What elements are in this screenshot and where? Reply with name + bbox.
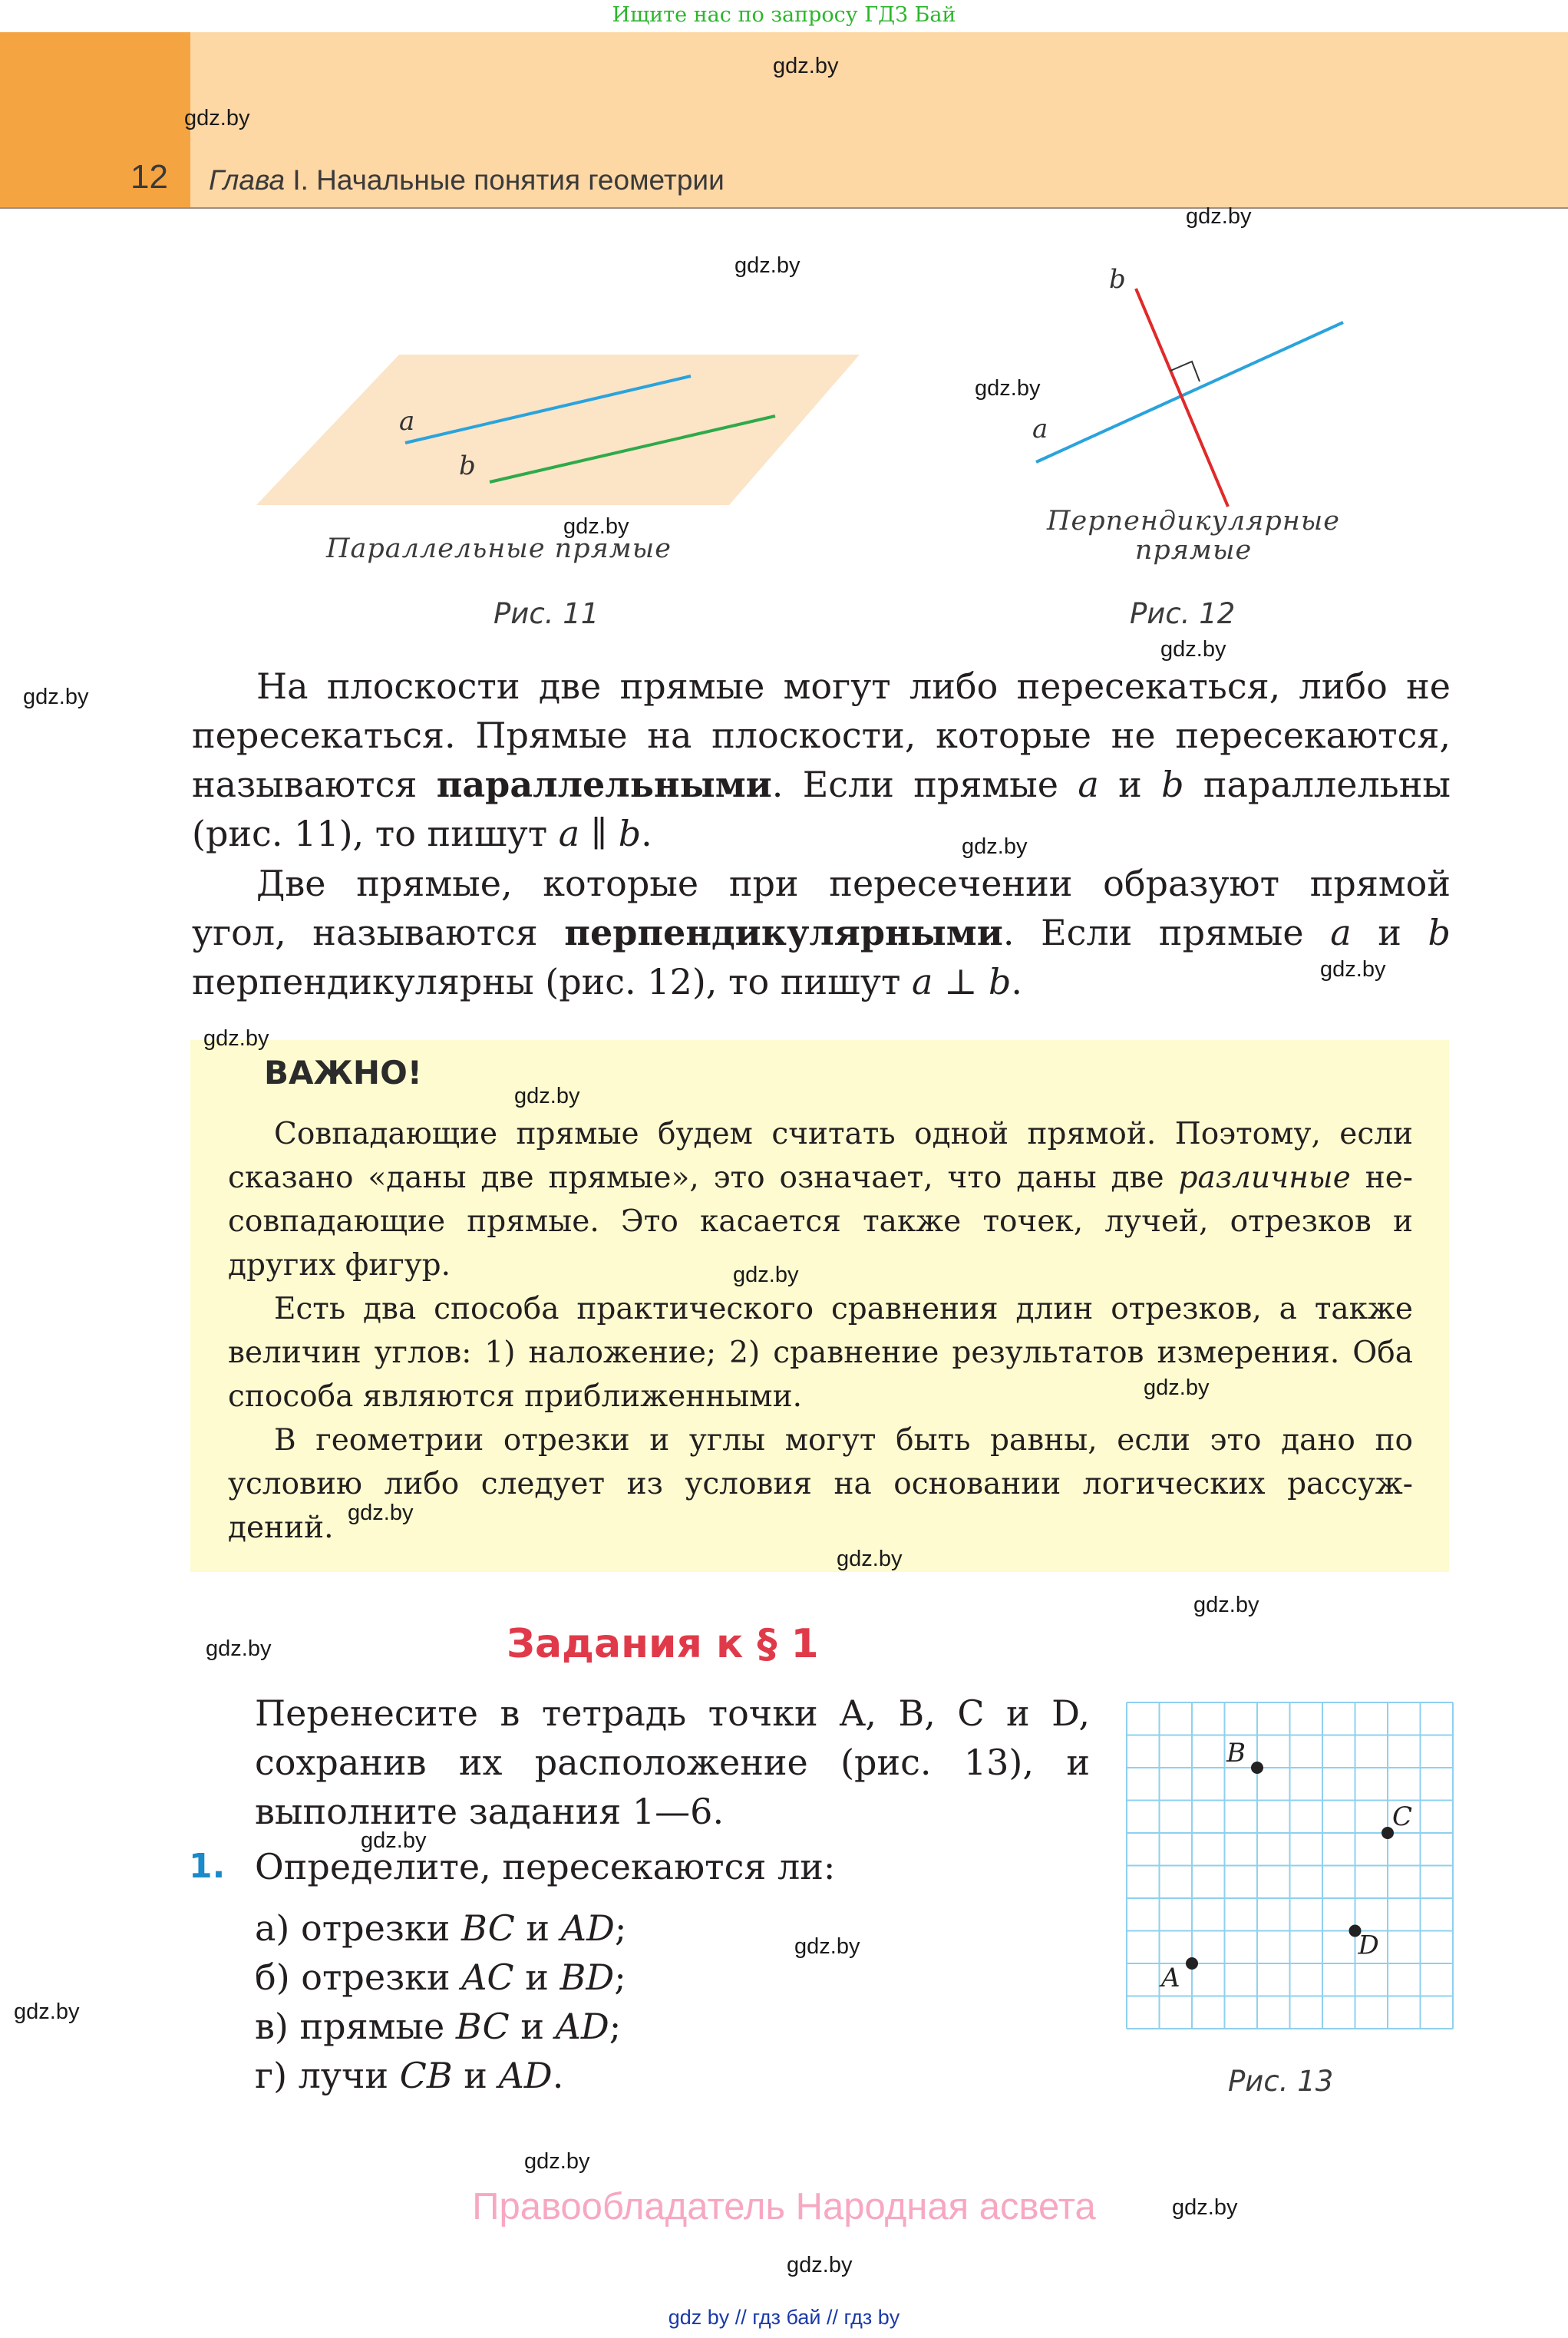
watermark: gdz.by [1172, 2195, 1238, 2220]
point-label-b: B [1226, 1738, 1246, 1768]
p1-line3-c: . Если прямые [771, 764, 1059, 805]
watermark: gdz.by [975, 376, 1041, 401]
figure-11 [246, 345, 875, 514]
line-a [1036, 322, 1343, 462]
task-item [255, 1904, 626, 1953]
paragraph-perpendicular [192, 859, 1451, 1006]
watermark: gdz.by [563, 514, 629, 539]
figure-11-number: Рис. 11 [494, 597, 599, 630]
task-item [255, 2051, 563, 2100]
important-title: ВАЖНО! [264, 1054, 422, 1091]
watermark: gdz.by [962, 834, 1028, 859]
figure-13-number: Рис. 13 [1228, 2065, 1334, 2098]
point-label-c: C [1392, 1801, 1413, 1832]
figure-12-caption-line1: Перпендикулярные [1046, 506, 1340, 537]
item-x: AC [461, 1957, 514, 1998]
item-prefix: а) отрезки [255, 1907, 451, 1949]
paragraph-parallel [192, 662, 1451, 858]
task-1-number: 1. [189, 1847, 226, 1886]
watermark: gdz.by [203, 1026, 269, 1051]
label-a: a [399, 406, 415, 437]
point-label-d: D [1358, 1930, 1379, 1961]
imp-p1-c: не-совпадающие прямые. Это касается также точек, лучей, отрезков и других фигур. [228, 1161, 1413, 1283]
watermark: gdz.by [184, 106, 250, 130]
important-paragraph-1 [228, 1112, 1413, 1287]
plane [256, 355, 860, 505]
watermark: gdz.by [773, 54, 839, 78]
point-a [1186, 1957, 1198, 1970]
task-item [255, 1953, 626, 2002]
item-prefix: б) отрезки [255, 1957, 451, 1998]
item-end: ; [614, 1907, 627, 1949]
term-parallel: параллельными [436, 764, 772, 805]
watermark: gdz.by [361, 1828, 427, 1853]
watermark: gdz.by [14, 2000, 80, 2024]
watermark: gdz.by [1144, 1375, 1210, 1400]
watermark: gdz.by [837, 1547, 903, 1571]
page-number: 12 [130, 158, 168, 196]
important-paragraph-2 [228, 1287, 1413, 1418]
figure-12-caption-line2: прямые [1134, 535, 1253, 566]
watermark: gdz.by [1160, 637, 1226, 662]
figure-12-caption [1021, 507, 1366, 565]
p1-line4-a: (рис. 11), то пишут [192, 813, 548, 854]
var-a: a [1330, 912, 1352, 953]
label-b: b [459, 451, 476, 481]
p2-line1: Две прямые, которые при пересечении образуют прямой [256, 863, 1451, 904]
label-b: b [1109, 264, 1126, 295]
watermark: gdz.by [787, 2253, 853, 2277]
tasks-title: Задания к § 1 [507, 1621, 819, 1667]
watermark: gdz.by [794, 1934, 860, 1959]
item-y: AD [498, 2055, 553, 2096]
imp-p2: Есть два способа практического сравнения длин отрезков, а также величин углов: 1) наложение; 2) сравнение результатов измерения. Оба способа являются приближенными. [228, 1292, 1413, 1414]
item-and: и [525, 1957, 549, 1998]
watermark: gdz.by [733, 1263, 799, 1287]
item-prefix: в) прямые [255, 2006, 445, 2047]
important-paragraph-3 [228, 1418, 1413, 1550]
item-y: AD [555, 2006, 609, 2047]
figure-11-caption: Параллельные прямые [325, 533, 672, 564]
var-b: b [1161, 764, 1184, 805]
item-end: . [552, 2055, 564, 2096]
point-label-a: A [1161, 1963, 1180, 1993]
var-b: b [1428, 912, 1451, 953]
watermark: gdz.by [1320, 957, 1386, 982]
watermark: gdz.by [1186, 204, 1252, 229]
watermark: gdz.by [524, 2149, 590, 2174]
figure-12 [1021, 261, 1366, 522]
notation-parallel: a ∥ b [558, 813, 642, 854]
item-y: BD [560, 1957, 615, 1998]
watermark: gdz.by [206, 1636, 272, 1661]
p1-line3-g: параллельны [1203, 764, 1451, 805]
watermark: gdz.by [734, 253, 801, 278]
watermark: gdz.by [348, 1501, 414, 1525]
notation-perpendicular: a ⊥ b [912, 961, 1012, 1002]
watermark: gdz.by [1193, 1593, 1259, 1617]
watermark: gdz.by [514, 1084, 580, 1108]
chapter-label: Глава [209, 164, 286, 196]
p2-line2-c: . Если прямые [1002, 912, 1304, 953]
tasks-intro [255, 1689, 1090, 1836]
p1-line3-a: называются [192, 764, 418, 805]
item-end: ; [609, 2006, 622, 2047]
item-and: и [520, 2006, 544, 2047]
copyright-text: Правообладатель Народная асвета [472, 2186, 1096, 2227]
item-x: CB [399, 2055, 453, 2096]
figure-13 [1124, 1700, 1454, 2030]
imp-p1-italic: различные [1178, 1161, 1351, 1195]
imp-p3: В геометрии отрезки и углы могут быть равны, если это дано по условию либо следует из условия на основании логических рассуж-дений. [228, 1423, 1413, 1545]
item-x: BC [455, 2006, 510, 2047]
p1-line1: На плоскости две прямые могут либо пересекаться, либо не [256, 665, 1451, 707]
watermark: gdz.by [23, 685, 89, 709]
label-a: a [1032, 414, 1048, 444]
task-1-question: Определите, пересекаются ли: [255, 1846, 836, 1887]
p2-line2-and: и [1378, 912, 1401, 953]
imp-p1-a: Совпадающие прямые будем считать одной прямой. Поэтому, если сказано «даны две прямые», это означает, что даны две [228, 1117, 1413, 1195]
item-and: и [526, 1907, 550, 1949]
top-notice: Ищите нас по запросу ГДЗ Бай [612, 3, 956, 27]
p2-line3-a: перпендикулярны (рис. 12), то пишут [192, 961, 901, 1002]
tasks-intro-text: Перенесите в тетрадь точки A, B, C и D, сохранив их расположение (рис. 13), и выполните задания 1—6. [255, 1692, 1090, 1832]
point-b [1251, 1762, 1263, 1774]
var-a: a [1078, 764, 1099, 805]
p2-line3-end: . [1011, 961, 1023, 1002]
item-and: и [464, 2055, 487, 2096]
p1-line3-and: и [1118, 764, 1142, 805]
chapter-title [209, 164, 725, 196]
p1-line2: пересекаться. Прямые на плоскости, которые не пересекаются, [192, 715, 1451, 756]
p2-line2-a: угол, называются [192, 912, 538, 953]
header-divider [0, 207, 1568, 209]
term-perpendicular: перпендикулярными [564, 912, 1003, 953]
p1-line4-end: . [641, 813, 652, 854]
item-x: BC [460, 1907, 515, 1949]
item-y: AD [560, 1907, 615, 1949]
line-b [1136, 289, 1228, 507]
figure-12-number: Рис. 12 [1130, 597, 1236, 630]
task-item [255, 2002, 621, 2051]
footer-links[interactable]: gdz by // гдз бай // гдз by [668, 2306, 900, 2329]
item-prefix: г) лучи [255, 2055, 389, 2096]
item-end: ; [614, 1957, 626, 1998]
chapter-name: I. Начальные понятия геометрии [292, 164, 725, 196]
